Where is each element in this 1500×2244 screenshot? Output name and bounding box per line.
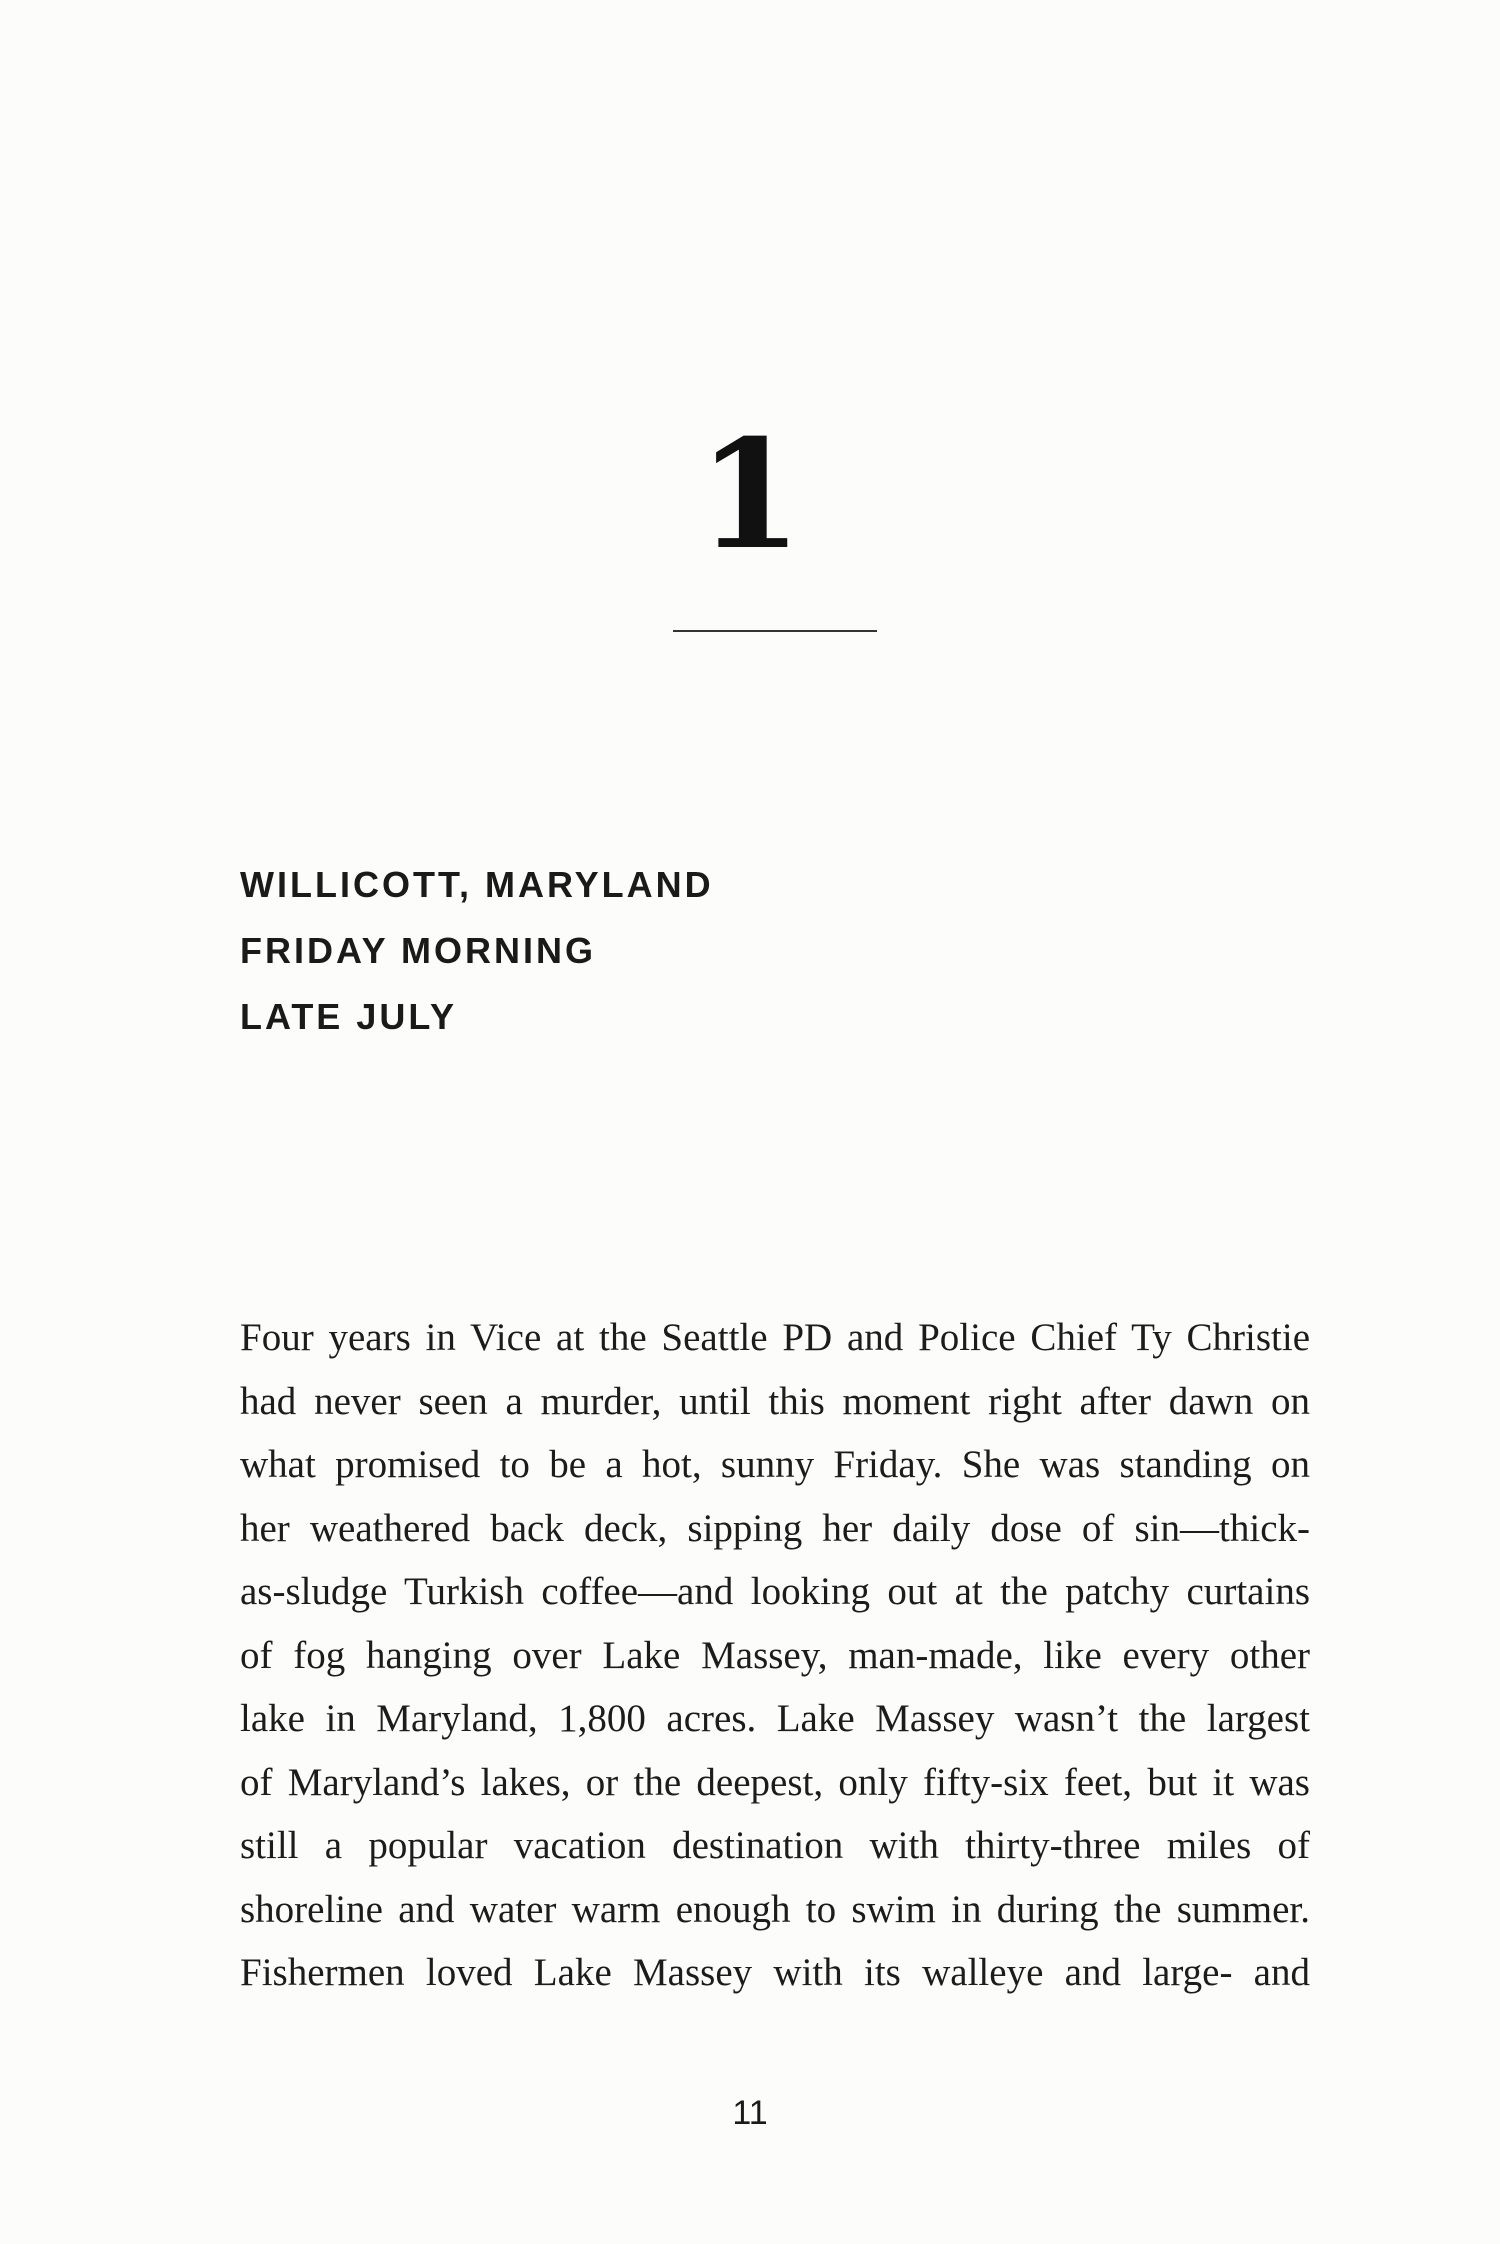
text-line: of Maryland’s lakes, or the deepest, only fifty-six feet, but it was [240,1760,1310,1804]
text-line: had never seen a murder, until this moment right after dawn on [240,1379,1310,1423]
text-line: as-sludge Turkish coffee—and looking out at the patchy curtains [240,1570,1310,1613]
chapter-number: 1 [697,407,803,583]
text-line: what promised to be a hot, sunny Friday. She was standing on [240,1443,1310,1486]
text-line: still a popular vacation destination with thirty-three miles of [240,1824,1310,1867]
text-line: her weathered back deck, sipping her daily dose of sin—thick- [240,1506,1310,1550]
body-paragraph [240,1306,1310,2005]
dateline [240,852,714,1050]
dateline-day: FRIDAY MORNING [240,930,597,971]
text-line: shoreline and water warm enough to swim in during the summer. [240,1887,1310,1931]
dateline-time: LATE JULY [240,996,458,1037]
page-number: 11 [732,2094,768,2132]
text-line: lake in Maryland, 1,800 acres. Lake Massey wasn’t the largest [240,1697,1310,1740]
dateline-location: WILLICOTT, MARYLAND [240,864,714,905]
text-line: of fog hanging over Lake Massey, man-made, like every other [240,1633,1310,1677]
text-line: Fishermen loved Lake Massey with its walleye and large- and [240,1951,1310,1994]
text-line: Four years in Vice at the Seattle PD and Police Chief Ty Christie [240,1316,1310,1359]
chapter-divider [673,630,877,632]
